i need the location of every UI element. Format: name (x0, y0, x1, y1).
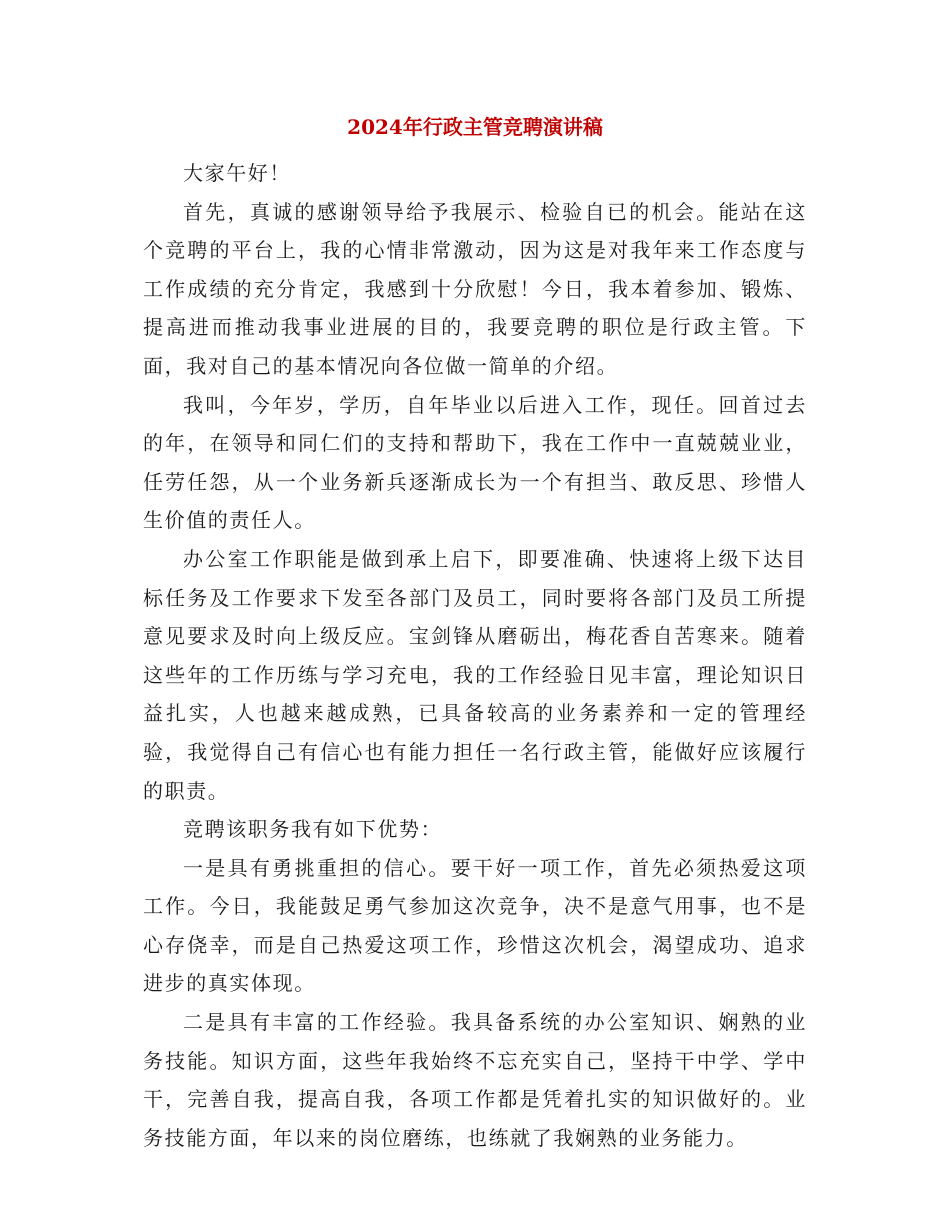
paragraph-greeting: 大家午好！ (183, 161, 291, 185)
document-body (143, 154, 807, 1157)
paragraph-office-role: 办公室工作职能是做到承上启下，即要准确、快速将上级下达目标任务及工作要求下发至各部门及员工，同时要将各部门及员工所提意见要求及时向上级反应。宝剑锋从磨砺出，梅花香自苦寒来。随着这些年的工作历练与学习充电，我的工作经验日见丰富，理论知识日益扎实，人也越来越成熟，已具备较高的业务素养和一定的管理经验，我觉得自己有信心也有能力担任一名行政主管，能做好应该履行的职责。 (143, 546, 807, 803)
paragraph-opening: 首先，真诚的感谢领导给予我展示、检验自已的机会。能站在这个竞聘的平台上，我的心情非常激动，因为这是对我年来工作态度与工作成绩的充分肯定，我感到十分欣慰！今日，我本着参加、锻炼、提高进而推动我事业进展的目的，我要竞聘的职位是行政主管。下面，我对自己的基本情况向各位做一简单的介绍。 (143, 199, 807, 378)
paragraph-advantage-one: 一是具有勇挑重担的信心。要干好一项工作，首先必须热爱这项工作。今日，我能鼓足勇气参加这次竞争，决不是意气用事，也不是心存侥幸，而是自己热爱这项工作，珍惜这次机会，渴望成功、追求进步的真实体现。 (143, 855, 807, 996)
paragraph-advantages-heading: 竞聘该职务我有如下优势： (183, 817, 443, 842)
paragraph-self-intro: 我叫，今年岁，学历，自年毕业以后进入工作，现任。回首过去的年，在领导和同仁们的支持和帮助下，我在工作中一直兢兢业业，任劳任怨，从一个业务新兵逐渐成长为一个有担当、敢反思、珍惜人生价值的责任人。 (143, 392, 807, 533)
document-title: 2024年行政主管竞聘演讲稿 (347, 115, 603, 139)
paragraph-advantage-two: 二是具有丰富的工作经验。我具备系统的办公室知识、娴熟的业务技能。知识方面，这些年我始终不忘充实自己，坚持干中学、学中干，完善自我，提高自我，各项工作都是凭着扎实的知识做好的。业务技能方面，年以来的岗位磨练，也练就了我娴熟的业务能力。 (143, 1010, 807, 1150)
